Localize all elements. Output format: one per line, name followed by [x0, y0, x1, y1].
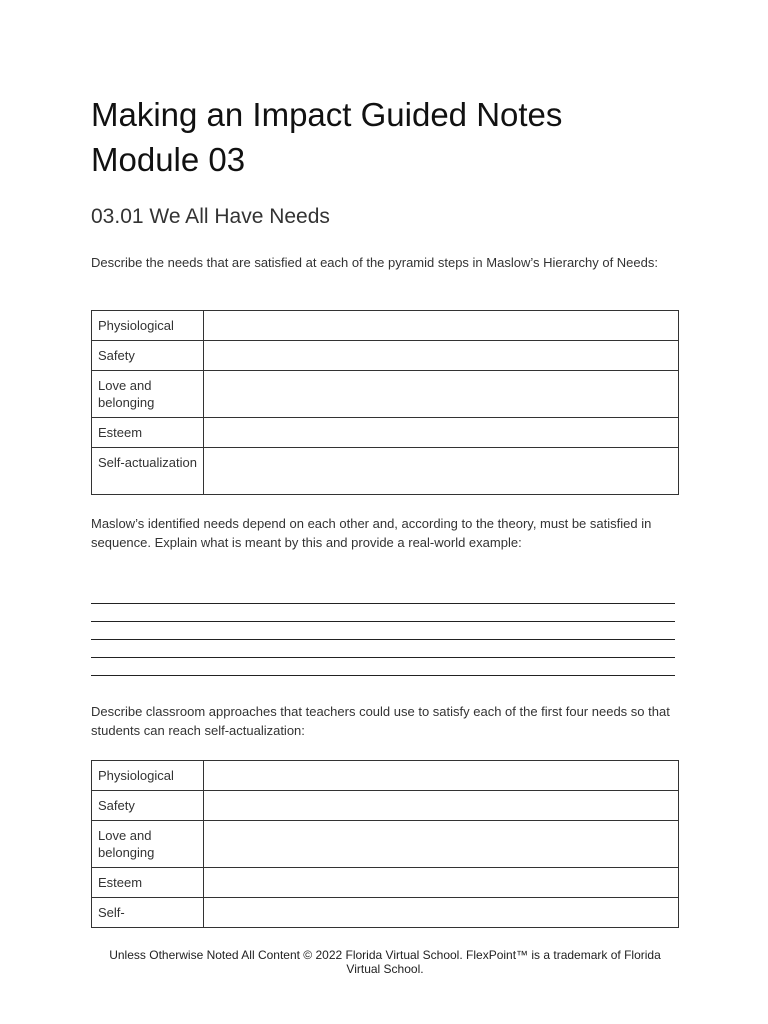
- table-row: [92, 761, 679, 791]
- needs-table: [91, 310, 679, 495]
- answer-cell[interactable]: [204, 791, 679, 821]
- table-row: [92, 341, 679, 371]
- row-label: Self-actualization: [92, 448, 204, 495]
- row-label: Self-: [92, 898, 204, 928]
- table-row: [92, 448, 679, 495]
- answer-line[interactable]: [91, 586, 675, 604]
- table-row: [92, 898, 679, 928]
- document-title: [91, 92, 562, 182]
- answer-line[interactable]: [91, 640, 675, 658]
- table-row: [92, 371, 679, 418]
- answer-cell[interactable]: [204, 311, 679, 341]
- row-label: Physiological: [92, 761, 204, 791]
- answer-cell[interactable]: [204, 448, 679, 495]
- table-row: [92, 311, 679, 341]
- prompt-hierarchy-needs: Describe the needs that are satisfied at each of the pyramid steps in Maslow’s Hierarchy of Needs:: [91, 255, 658, 270]
- row-label: Esteem: [92, 868, 204, 898]
- answer-lines[interactable]: [91, 586, 675, 676]
- answer-cell[interactable]: [204, 371, 679, 418]
- section-heading: 03.01 We All Have Needs: [91, 205, 330, 228]
- answer-cell[interactable]: [204, 418, 679, 448]
- row-label: Love and belonging: [92, 821, 204, 868]
- table-row: [92, 821, 679, 868]
- prompt-classroom-approaches: Describe classroom approaches that teachers could use to satisfy each of the first four needs so that students can reach self-actualization:: [91, 704, 670, 738]
- document-page: [91, 0, 679, 1024]
- row-label: Esteem: [92, 418, 204, 448]
- answer-cell[interactable]: [204, 868, 679, 898]
- answer-line[interactable]: [91, 622, 675, 640]
- title-line-1: Making an Impact Guided Notes: [91, 96, 563, 133]
- answer-line[interactable]: [91, 658, 675, 676]
- copyright-footer: Unless Otherwise Noted All Content © 2022 Florida Virtual School. FlexPoint™ is a trademark of Florida Virtual School.: [109, 948, 661, 976]
- answer-cell[interactable]: [204, 821, 679, 868]
- row-label: Love and belonging: [92, 371, 204, 418]
- answer-line[interactable]: [91, 604, 675, 622]
- answer-cell[interactable]: [204, 341, 679, 371]
- answer-cell[interactable]: [204, 761, 679, 791]
- title-line-2: Module 03: [91, 141, 246, 178]
- row-label: Safety: [92, 791, 204, 821]
- table-row: [92, 868, 679, 898]
- row-label: Physiological: [92, 311, 204, 341]
- classroom-table: [91, 760, 679, 928]
- table-row: [92, 418, 679, 448]
- prompt-sequence-explanation: Maslow’s identified needs depend on each other and, according to the theory, must be satisfied in sequence. Explain what is meant by this and provide a real-world example:: [91, 516, 652, 550]
- table-row: [92, 791, 679, 821]
- answer-cell[interactable]: [204, 898, 679, 928]
- row-label: Safety: [92, 341, 204, 371]
